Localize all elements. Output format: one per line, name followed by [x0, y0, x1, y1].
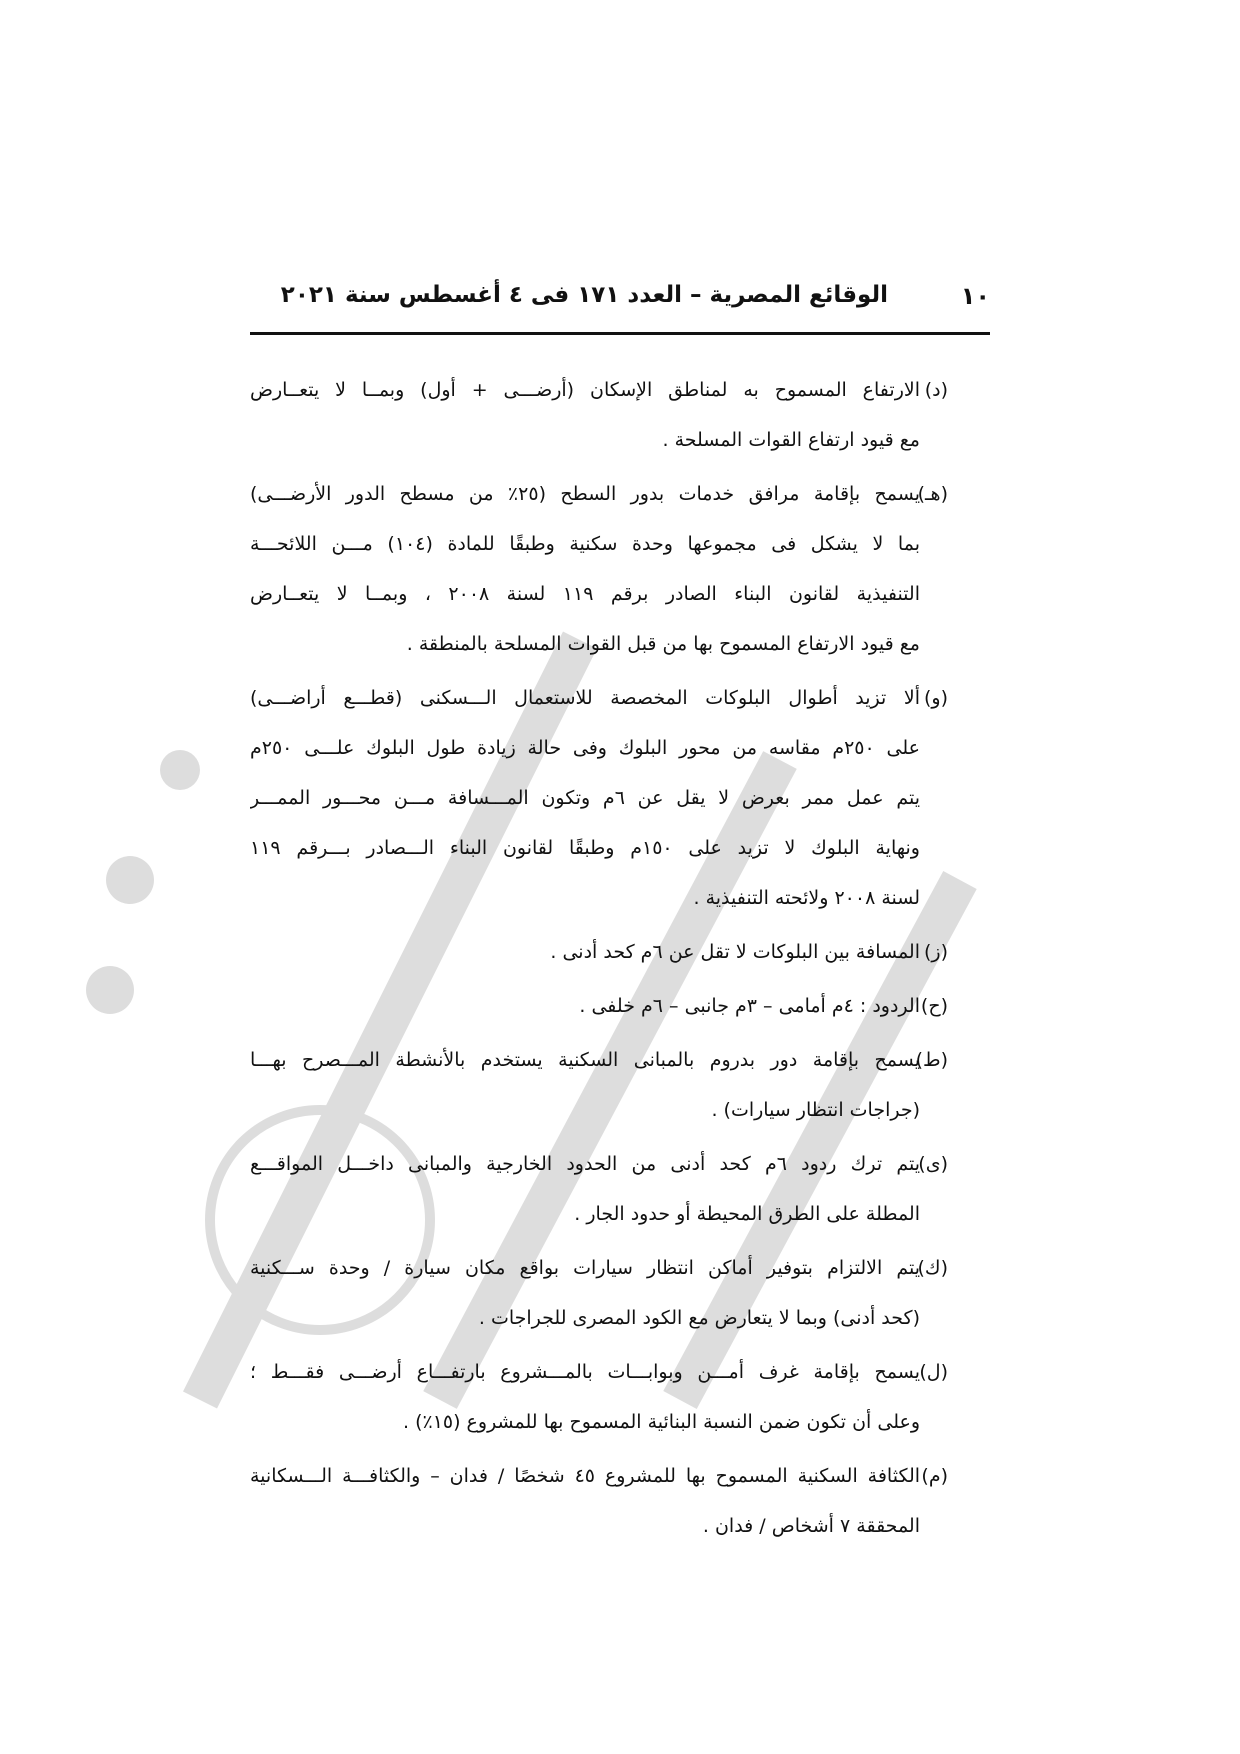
item-line: لسنة ٢٠٠٨ ولائحته التنفيذية .	[693, 887, 920, 909]
list-item	[250, 1139, 948, 1239]
item-line: يسمح بإقامة مرافق خدمات بدور السطح (٢٥٪ من مسطح الدور الأرضـــى)	[250, 483, 921, 505]
list-item	[250, 1347, 948, 1447]
item-line: وعلى أن تكون ضمن النسبة البنائية المسموح بها للمشروع (١٥٪) .	[402, 1411, 920, 1433]
list-item	[250, 981, 948, 1031]
item-marker: (ط)	[915, 1049, 948, 1071]
item-marker: (د)	[924, 379, 948, 401]
item-line: (كحد أدنى) وبما لا يتعارض مع الكود المصرى للجراجات .	[478, 1307, 920, 1329]
item-line: ألا تزيد أطوال البلوكات المخصصة للاستعمال الـــسكنى (قطـــع أراضـــى)	[250, 687, 920, 709]
item-line: الكثافة السكنية المسموح بها للمشروع ٤٥ شخصًا / فدان – والكثافـــة الـــسكانية	[250, 1465, 921, 1487]
item-line: التنفيذية لقانون البناء الصادر برقم ١١٩ لسنة ٢٠٠٨ ، وبمــا لا يتعــارض	[250, 583, 920, 605]
body-text	[250, 365, 948, 1555]
item-marker: (ل)	[919, 1361, 948, 1383]
item-line: المحققة ٧ أشخاص / فدان .	[702, 1515, 920, 1537]
list-item	[250, 927, 948, 977]
item-line: مع قيود الارتفاع المسموح بها من قبل القوات المسلحة بالمنطقة .	[406, 633, 920, 655]
header-divider	[250, 332, 990, 335]
item-line: الارتفاع المسموح به لمناطق الإسكان (أرضـــى + أول) وبمــا لا يتعــارض	[250, 379, 920, 401]
item-marker: (ك)	[917, 1257, 948, 1279]
item-line: على ٢٥٠م مقاسه من محور البلوك وفى حالة زيادة طول البلوك علـــى ٢٥٠م	[250, 737, 920, 759]
item-line: يسمح بإقامة غرف أمـــن وبوابـــات بالمـــشروع بارتفـــاع أرضـــى فقـــط ؛	[250, 1361, 920, 1383]
item-line: يتم الالتزام بتوفير أماكن انتظار سيارات بواقع مكان سيارة / وحدة ســـكنية	[250, 1257, 920, 1279]
list-item	[250, 1035, 948, 1135]
page-number: ١٠	[960, 282, 990, 310]
list-item	[250, 469, 948, 669]
item-line: المسافة بين البلوكات لا تقل عن ٦م كحد أدنى .	[550, 941, 920, 963]
item-line: ونهاية البلوك لا تزيد على ١٥٠م وطبقًا لقانون البناء الـــصادر بـــرقم ١١٩	[250, 837, 920, 859]
page-header	[250, 278, 990, 324]
item-marker: (ى)	[918, 1153, 948, 1175]
item-line: (جراجات انتظار سيارات) .	[711, 1099, 920, 1121]
item-marker: (ح)	[920, 995, 948, 1017]
item-line: المطلة على الطرق المحيطة أو حدود الجار .	[574, 1203, 920, 1225]
item-marker: (م)	[921, 1465, 948, 1487]
running-title: الوقائع المصرية – العدد ١٧١ فى ٤ أغسطس سنة ٢٠٢١	[280, 282, 888, 308]
item-marker: (ز)	[923, 941, 948, 963]
list-item	[250, 1451, 948, 1551]
list-item	[250, 1243, 948, 1343]
item-line: يسمح بإقامة دور بدروم بالمبانى السكنية يستخدم بالأنشطة المـــصرح بهـــا	[250, 1049, 920, 1071]
item-line: الردود : ٤م أمامى – ٣م جانبى – ٦م خلفى .	[579, 995, 920, 1017]
item-marker: (هـ)	[917, 483, 948, 505]
item-line: يتم ترك ردود ٦م كحد أدنى من الحدود الخارجية والمبانى داخـــل المواقـــع	[250, 1153, 920, 1175]
item-marker: (و)	[923, 687, 948, 709]
list-item	[250, 365, 948, 465]
list-item	[250, 673, 948, 923]
item-line: يتم عمل ممر بعرض لا يقل عن ٦م وتكون المـــسافة مـــن محـــور الممـــر	[250, 787, 920, 809]
item-line: بما لا يشكل فى مجموعها وحدة سكنية وطبقًا للمادة (١٠٤) مـــن اللائحـــة	[250, 533, 920, 555]
item-line: مع قيود ارتفاع القوات المسلحة .	[662, 429, 920, 451]
